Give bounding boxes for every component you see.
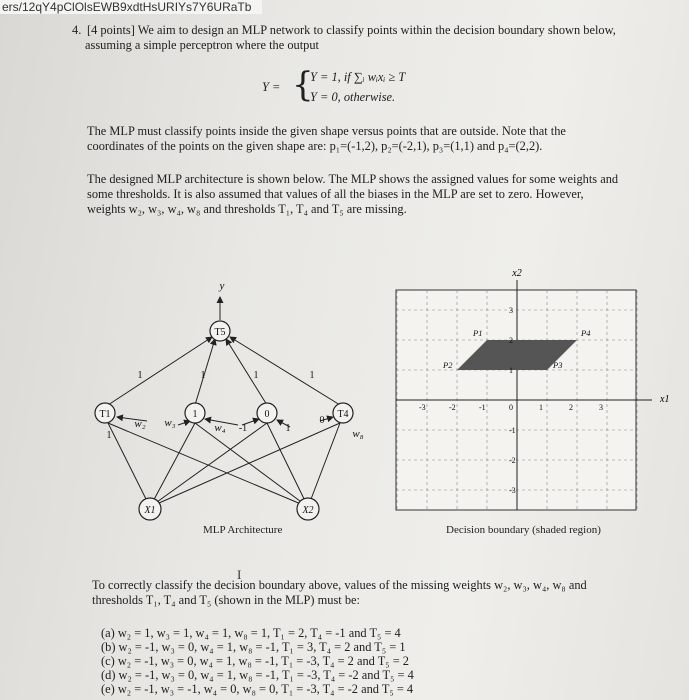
shape-point-label: P4: [581, 328, 591, 338]
x-tick-label: 1: [539, 403, 543, 412]
question-intro-text: [4 points] We aim to design an MLP network to classify points within the decision boundary shown below, assuming a simple perceptron where the output: [85, 23, 616, 52]
weight-w2: w₂: [134, 418, 146, 430]
shape-point-label: P1: [473, 328, 483, 338]
edge-w3: [178, 421, 190, 425]
y-tick-label: 3: [509, 306, 513, 315]
weight-w3: w₃: [164, 417, 176, 429]
label-h3: 0: [264, 409, 270, 420]
option-a[interactable]: (a) w₂ = 1, w₃ = 1, w₄ = 1, w₈ = 1, T₁ = 2, T₄ = -1 and T₅ = 4: [101, 626, 401, 640]
edge-x2-h2: [195, 423, 308, 507]
weight-top4: 1: [309, 370, 315, 381]
question-prompt: To correctly classify the decision boundary above, values of the missing weights w₂, w₃, w₄, w₈ and thresholds T₁, T₄ and T₅ (shown in the MLP) must be:: [92, 578, 587, 607]
shape-point-label: P2: [443, 360, 453, 370]
plot-caption: Decision boundary (shaded region): [446, 524, 601, 536]
weight-low1: 1: [106, 430, 112, 441]
formula-lhs: Y =: [262, 80, 281, 94]
label-h2: 1: [192, 409, 198, 420]
x-tick-label: 2: [569, 403, 573, 412]
text-cursor-icon: I: [237, 567, 242, 582]
edge-h3-t5: [226, 339, 267, 405]
label-t4: T4: [337, 409, 349, 420]
browser-url-bar[interactable]: ers/12qY4pClOlsEWB9xdtHsURIYs7Y6URaTb: [0, 0, 262, 14]
option-e[interactable]: (e) w₂ = -1, w₃ = -1, w₄ = 0, w₈ = 0, T₁ = -3, T₄ = -2 and T₅ = 4: [101, 682, 414, 696]
mlp-output-label: y: [219, 280, 225, 292]
plot-ylabel: x2: [512, 268, 522, 279]
y-tick-label: -2: [509, 456, 516, 465]
label-t1: T1: [99, 409, 111, 420]
edge-t1-t5: [108, 337, 212, 405]
y-tick-label: -3: [509, 486, 516, 495]
edge-x1-t1: [108, 423, 150, 507]
weight-top2: 1: [200, 370, 206, 381]
plot-xlabel: x1: [660, 394, 670, 405]
weight-m1: -1: [238, 423, 248, 434]
edge-x2-h3: [267, 423, 308, 507]
answer-options: [101, 626, 414, 696]
x-tick-label: -3: [419, 403, 426, 412]
formula-case-2: Y = 0, otherwise.: [310, 90, 396, 104]
x-tick-label: 0: [509, 403, 513, 412]
edge-x2-t4: [308, 423, 340, 507]
weight-top1: 1: [137, 370, 143, 381]
weight-m3: 0: [319, 415, 325, 426]
perceptron-formula: [262, 64, 502, 110]
formula-case-1: Y = 1, if ∑ᵢ wᵢxᵢ ≥ T: [310, 70, 406, 84]
x-tick-label: -1: [479, 403, 486, 412]
option-c[interactable]: (c) w₂ = -1, w₃ = 0, w₄ = 1, w₈ = -1, T₁ = -3, T₄ = 2 and T₅ = 2: [101, 654, 410, 668]
question-intro: [85, 23, 625, 53]
question-number: 4.: [72, 23, 82, 37]
weight-w8: w₈: [352, 428, 364, 440]
edge-x1-t4: [150, 423, 340, 507]
option-d[interactable]: (d) w₂ = -1, w₃ = 0, w₄ = 1, w₈ = -1, T₁ = -3, T₄ = -2 and T₅ = 4: [101, 668, 414, 682]
mlp-diagram: [90, 275, 380, 525]
x-tick-label: -2: [449, 403, 456, 412]
shape-point-label: P3: [553, 360, 563, 370]
edge-t4-t5: [230, 337, 340, 405]
weight-w4: w₄: [214, 422, 226, 434]
decision-boundary-plot: [390, 262, 680, 522]
y-tick-label: 2: [509, 336, 513, 345]
label-x2: X2: [302, 505, 314, 516]
mlp-caption: MLP Architecture: [203, 524, 283, 536]
label-t5: T5: [214, 327, 226, 338]
label-x1: X1: [144, 505, 156, 516]
architecture-description: The designed MLP architecture is shown below. The MLP shows the assigned values for some weights and some thresholds. It is also assumed that values of all the biases in the MLP are set to zero. However, weights w₂, w₃, w₄, w₈ and thresholds T₁, T₄ and T₅ are missing.: [87, 172, 619, 216]
edge-x1-h2: [150, 423, 195, 507]
formula-brace: {: [292, 65, 314, 105]
shape-description: The MLP must classify points inside the given shape versus points that are outside. Note that the coordinates of the points on the given shape are: p₁=(-1,2), p₂=(-2,1), p₃=(1,1) and p₄=(2,2).: [87, 124, 566, 153]
y-tick-label: 1: [509, 366, 513, 375]
x-tick-label: 3: [599, 403, 603, 412]
y-tick-label: -1: [509, 426, 516, 435]
weight-m2: 1: [285, 423, 291, 434]
option-b[interactable]: (b) w₂ = -1, w₃ = 0, w₄ = 1, w₈ = -1, T₁ = 3, T₄ = 2 and T₅ = 1: [101, 640, 406, 654]
edge-x2-t1: [108, 423, 308, 507]
weight-top3: 1: [253, 370, 259, 381]
